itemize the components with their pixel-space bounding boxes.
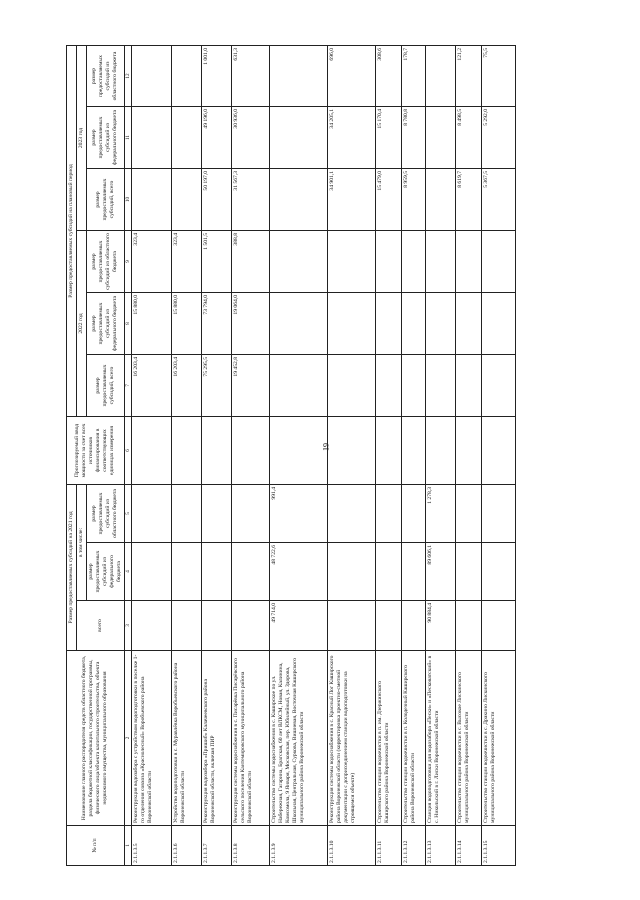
regional-2021-cell: 991,4 [270, 485, 328, 543]
col-index: 12 [124, 46, 132, 107]
federal-2022-cell: 15 880,0 [172, 293, 202, 355]
federal-2022-cell [456, 293, 482, 355]
row-number-cell: 2.1.1.3.14 [456, 826, 482, 866]
federal-2021-cell [202, 543, 232, 601]
object-name-cell: Строительство системы водоснабжения в с. Каширское по ул. Набережная, Гагарина, Брагская, 60 лет ВЛКСМ, Новая, Калинина, Комсомола, 9 Января, Московская, пер. Юбилейный, ул. Здорова, Школьная, Центральная, Суркова, Вишневая, Восточная Каширского муниципального района Воронежской области [270, 651, 328, 826]
table-body [132, 46, 516, 866]
regional-2021-cell [456, 485, 482, 543]
object-name-cell: Строительство станции водоочистки в с. Высокое Лискинского муниципального района Воронежской области [456, 651, 482, 826]
total-2021-cell [376, 601, 402, 651]
row-number-cell: 2.1.1.3.6 [172, 826, 202, 866]
total-2022-cell [402, 355, 426, 417]
total-2021-cell [328, 601, 376, 651]
federal-2023-cell: 5 292,0 [482, 107, 516, 169]
table-row [456, 46, 482, 866]
total-2022-cell [328, 355, 376, 417]
federal-2023-cell [132, 107, 172, 169]
regional-2023-cell: 178,7 [402, 46, 426, 107]
total-2023-cell [132, 169, 172, 231]
object-name-cell: Реконструкция водозабора «Пришиб» Калачеевского района Воронежской области, включая ПИР [202, 651, 232, 826]
federal-2022-cell [402, 293, 426, 355]
federal-2021-cell [376, 543, 402, 601]
capacity-cell [456, 417, 482, 485]
capacity-cell [328, 417, 376, 485]
table-row [426, 46, 456, 866]
table-row [376, 46, 402, 866]
total-2022-cell [270, 355, 328, 417]
total-2022-cell: 16 203,4 [132, 355, 172, 417]
total-2022-cell: 75 295,5 [202, 355, 232, 417]
regional-2023-cell: 1 001,0 [202, 46, 232, 107]
regional-2023-cell [172, 46, 202, 107]
total-2021-cell [232, 601, 270, 651]
regional-2022-cell: 388,8 [232, 231, 270, 293]
col-index: 1 [124, 826, 132, 866]
col-index: 10 [124, 169, 132, 231]
table-row [482, 46, 516, 866]
col-index: 4 [124, 543, 132, 601]
federal-2023-cell [426, 107, 456, 169]
row-number-cell: 2.1.1.3.9 [270, 826, 328, 866]
federal-2023-cell: 49 196,0 [202, 107, 232, 169]
col-index: 2 [124, 651, 132, 826]
federal-2021-cell [232, 543, 270, 601]
col-index: 8 [124, 293, 132, 355]
object-name-cell: Строительство станции водоочистки в п. Колодезный Каширского района Воронежской области [402, 651, 426, 826]
regional-2022-cell [426, 231, 456, 293]
regional-2023-cell: 696,0 [328, 46, 376, 107]
table-row [172, 46, 202, 866]
federal-2022-cell: 19 064,0 [232, 293, 270, 355]
capacity-cell [232, 417, 270, 485]
col-index: 9 [124, 231, 132, 293]
header-size-2021: Размер предоставляемых субсидий на 2021 год [67, 485, 77, 651]
total-2021-cell [172, 601, 202, 651]
capacity-cell [202, 417, 232, 485]
federal-2023-cell: 34 205,1 [328, 107, 376, 169]
regional-2021-cell [202, 485, 232, 543]
header-total-2022: размер предоставляемых субсидий, всего [86, 355, 124, 417]
capacity-cell [402, 417, 426, 485]
header-reg-2021: размер предоставляемых субсидий из областного бюджета [86, 485, 124, 543]
table-row [270, 46, 328, 866]
total-2023-cell [270, 169, 328, 231]
total-2022-cell [482, 355, 516, 417]
regional-2023-cell [426, 46, 456, 107]
capacity-cell [376, 417, 402, 485]
total-2023-cell [426, 169, 456, 231]
federal-2021-cell [402, 543, 426, 601]
total-2021-cell [402, 601, 426, 651]
federal-2021-cell [132, 543, 172, 601]
regional-2021-cell [132, 485, 172, 543]
row-number-cell: 2.1.1.3.10 [328, 826, 376, 866]
row-number-cell: 2.1.1.3.15 [482, 826, 516, 866]
federal-2021-cell: 48 722,6 [270, 543, 328, 601]
regional-2021-cell [172, 485, 202, 543]
subsidy-table [66, 45, 516, 866]
federal-2023-cell: 30 936,0 [232, 107, 270, 169]
header-year-2022: 2022 год [76, 231, 86, 417]
rotated-table-page [66, 46, 598, 866]
total-2023-cell: 8 619,7 [456, 169, 482, 231]
object-name-cell: Строительство станции водоочистки в п. им. Дзержинского Каширского района Воронежской области [376, 651, 402, 826]
federal-2023-cell: 8 498,5 [456, 107, 482, 169]
header-fed-2021: размер предоставляемых субсидий из федерального бюджета [86, 543, 124, 601]
federal-2023-cell [172, 107, 202, 169]
table-row [202, 46, 232, 866]
row-number-cell: 2.1.1.3.5 [132, 826, 172, 866]
regional-2022-cell [456, 231, 482, 293]
regional-2021-cell [482, 485, 516, 543]
total-2021-cell [456, 601, 482, 651]
regional-2021-cell [376, 485, 402, 543]
table-row [328, 46, 376, 866]
federal-2022-cell: 15 880,0 [132, 293, 172, 355]
row-number-cell: 2.1.1.3.11 [376, 826, 402, 866]
capacity-cell [132, 417, 172, 485]
total-2022-cell: 16 203,4 [172, 355, 202, 417]
header-year-2023: 2023 год [76, 46, 86, 231]
regional-2021-cell: 1 278,3 [426, 485, 456, 543]
capacity-cell [426, 417, 456, 485]
regional-2022-cell [270, 231, 328, 293]
object-name-cell: Реконструкция водозабора с устройством водоподготовки в поселке 1-го отделения совхоза «Краснолесный» Воробьевского района Воронежской области [132, 651, 172, 826]
col-index: 5 [124, 485, 132, 543]
capacity-cell [172, 417, 202, 485]
total-2023-cell: 8 959,5 [402, 169, 426, 231]
header-plan-period: Размер предоставляемых субсидий на плановый период [67, 46, 77, 417]
total-2022-cell [456, 355, 482, 417]
federal-2021-cell [482, 543, 516, 601]
federal-2021-cell [172, 543, 202, 601]
header-fed-2023: размер предоставляемых субсидий из федерального бюджета [86, 107, 124, 169]
regional-2023-cell: 75,5 [482, 46, 516, 107]
federal-2022-cell [328, 293, 376, 355]
object-name-cell: Строительство станции водоочистки в с. Дракино Лискинского муниципального района Воронежской области [482, 651, 516, 826]
row-number-cell: 2.1.1.3.12 [402, 826, 426, 866]
header-total-2023: размер предоставляемых субсидий, всего [86, 169, 124, 231]
header-name: Наименование главного распорядителя средств областного бюджета, раздела бюджетной классификации, государственной программы, физического лица/объекта капитального строительства, объекта недвижимого имущества, муниципального образования [67, 651, 125, 826]
header-fed-2022: размер предоставляемых субсидий из федерального бюджета [86, 293, 124, 355]
col-index: 6 [124, 417, 132, 485]
regional-2023-cell: 631,3 [232, 46, 270, 107]
total-2021-cell [482, 601, 516, 651]
column-index-row [124, 46, 132, 866]
regional-2023-cell [270, 46, 328, 107]
regional-2021-cell [402, 485, 426, 543]
federal-2022-cell: 73 794,0 [202, 293, 232, 355]
object-name-cell: Устройство водоподготовки в с. Муравлёвка Воробьевского района Воронежской области [172, 651, 202, 826]
row-number-cell: 2.1.1.3.13 [426, 826, 456, 866]
total-2023-cell: 50 197,0 [202, 169, 232, 231]
header-including: в том числе: [76, 485, 86, 601]
total-2023-cell: 15 479,0 [376, 169, 402, 231]
regional-2022-cell [328, 231, 376, 293]
regional-2022-cell: 323,4 [132, 231, 172, 293]
total-2021-cell [202, 601, 232, 651]
regional-2021-cell [328, 485, 376, 543]
total-2022-cell [426, 355, 456, 417]
regional-2022-cell [402, 231, 426, 293]
regional-2023-cell [132, 46, 172, 107]
federal-2021-cell [328, 543, 376, 601]
regional-2022-cell: 323,4 [172, 231, 202, 293]
regional-2021-cell [232, 485, 270, 543]
page-number: 19 [321, 443, 331, 451]
total-2021-cell: 90 884,4 [426, 601, 456, 651]
federal-2022-cell [426, 293, 456, 355]
regional-2022-cell [376, 231, 402, 293]
object-name-cell: Реконструкция системы водоснабжения в с. Красный Лог Каширского района Воронежской области (корректировка проектно-сметной документации с доприсоединением станции водоподготовки на строящемся объекте) [328, 651, 376, 826]
capacity-cell [270, 417, 328, 485]
federal-2023-cell [270, 107, 328, 169]
total-2023-cell: 5 367,5 [482, 169, 516, 231]
header-reg-2022: размер предоставляемых субсидий из областного бюджета [86, 231, 124, 293]
col-index: 7 [124, 355, 132, 417]
federal-2023-cell: 15 170,4 [376, 107, 402, 169]
table-row [132, 46, 172, 866]
total-2021-cell [132, 601, 172, 651]
header-no: № п/п [67, 826, 125, 866]
capacity-cell [482, 417, 516, 485]
total-2023-cell: 34 901,1 [328, 169, 376, 231]
federal-2023-cell: 8 780,8 [402, 107, 426, 169]
federal-2021-cell: 89 606,1 [426, 543, 456, 601]
object-name-cell: Станция водоподготовки для водозабора «Пески» и «Песковатский» в с. Никольский в г. Лиски Воронежской области [426, 651, 456, 826]
row-number-cell: 2.1.1.3.7 [202, 826, 232, 866]
federal-2022-cell [270, 293, 328, 355]
regional-2022-cell: 1 501,5 [202, 231, 232, 293]
object-name-cell: Реконструкция системы водоснабжения в с. Писарёвка Писарёвского сельского поселения Кантемировского муниципального района Воронежской области [232, 651, 270, 826]
header-reg-2023: размер предоставляемых субсидий из областного бюджета [86, 46, 124, 107]
regional-2023-cell: 121,2 [456, 46, 482, 107]
total-2023-cell [172, 169, 202, 231]
total-2022-cell [376, 355, 402, 417]
regional-2023-cell: 308,6 [376, 46, 402, 107]
federal-2022-cell [482, 293, 516, 355]
header-capacity: Прогнозируемый ввод мощности за счет всех источников финансирования в соответствующих единицах измерения [67, 417, 125, 485]
col-index: 11 [124, 107, 132, 169]
total-2021-cell: 49 714,0 [270, 601, 328, 651]
federal-2022-cell [376, 293, 402, 355]
federal-2021-cell [456, 543, 482, 601]
header-total-2021: всего [76, 601, 124, 651]
row-number-cell: 2.1.1.3.8 [232, 826, 270, 866]
total-2023-cell: 31 567,3 [232, 169, 270, 231]
total-2022-cell: 19 452,8 [232, 355, 270, 417]
col-index: 3 [124, 601, 132, 651]
table-row [402, 46, 426, 866]
table-row [232, 46, 270, 866]
regional-2022-cell [482, 231, 516, 293]
